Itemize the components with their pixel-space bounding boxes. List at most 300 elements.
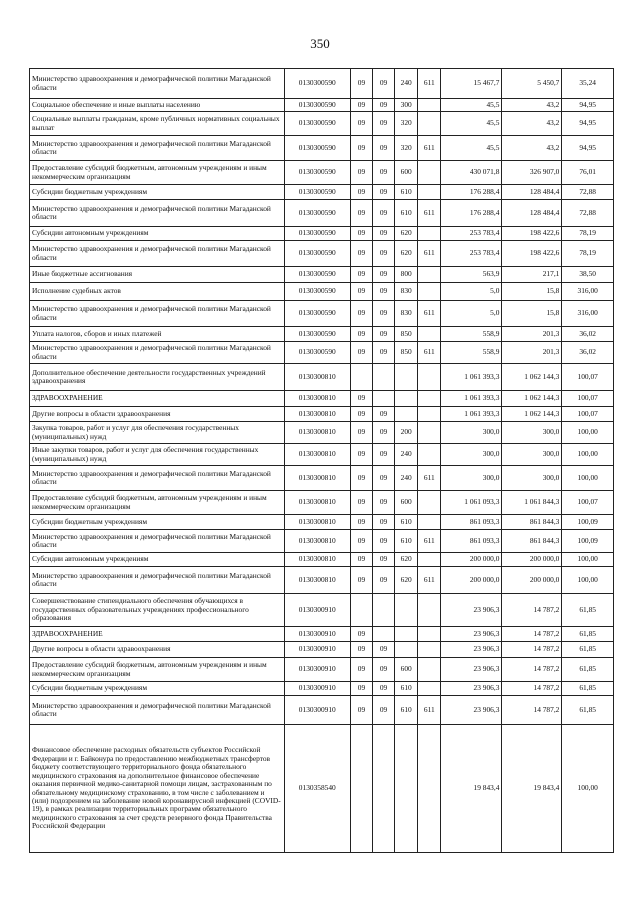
- row-execution-percent: 76,01: [562, 161, 614, 185]
- row-execution-percent: 61,85: [562, 696, 614, 725]
- row-planned-amount: 176 288,4: [441, 200, 502, 227]
- row-section: 09: [350, 200, 372, 227]
- table-row: [30, 342, 614, 364]
- row-target-code: 0130358540: [284, 725, 350, 853]
- row-administrator-code: [418, 682, 441, 696]
- row-planned-amount: 200 000,0: [441, 567, 502, 594]
- row-expense-type: 320: [395, 136, 418, 161]
- row-target-code: 0130300810: [284, 444, 350, 466]
- row-name: Министерство здравоохранения и демографической политики Магаданской области: [30, 200, 285, 227]
- row-planned-amount: 45,5: [441, 136, 502, 161]
- row-section: 09: [350, 682, 372, 696]
- table-row: [30, 491, 614, 515]
- row-target-code: 0130300910: [284, 682, 350, 696]
- row-section: 09: [350, 530, 372, 553]
- row-name: Министерство здравоохранения и демографической политики Магаданской области: [30, 530, 285, 553]
- row-expense-type: 620: [395, 241, 418, 267]
- row-expense-type: 850: [395, 327, 418, 342]
- row-target-code: 0130300590: [284, 283, 350, 301]
- row-expense-type: 320: [395, 112, 418, 136]
- row-execution-percent: 72,88: [562, 185, 614, 200]
- row-execution-percent: 100,09: [562, 515, 614, 530]
- row-name: Исполнение судебных актов: [30, 283, 285, 301]
- table-row: [30, 112, 614, 136]
- row-section: 09: [350, 515, 372, 530]
- row-execution-percent: 100,09: [562, 530, 614, 553]
- row-expense-type: 620: [395, 567, 418, 594]
- row-target-code: 0130300590: [284, 136, 350, 161]
- row-name: Другие вопросы в области здравоохранения: [30, 407, 285, 422]
- row-administrator-code: [418, 515, 441, 530]
- row-execution-percent: 100,07: [562, 407, 614, 422]
- row-section: 09: [350, 267, 372, 283]
- row-execution-percent: 100,00: [562, 553, 614, 567]
- row-name: Дополнительное обеспечение деятельности государственных учреждений здравоохранения: [30, 364, 285, 391]
- row-name: Субсидии автономным учреждениям: [30, 227, 285, 241]
- table-row: [30, 200, 614, 227]
- row-expense-type: 610: [395, 682, 418, 696]
- row-actual-amount: 15,8: [502, 301, 562, 327]
- row-execution-percent: 78,19: [562, 227, 614, 241]
- row-planned-amount: 45,5: [441, 112, 502, 136]
- row-name: Министерство здравоохранения и демографической политики Магаданской области: [30, 696, 285, 725]
- row-section: 09: [350, 301, 372, 327]
- row-subsection: 09: [373, 136, 395, 161]
- row-administrator-code: 611: [418, 69, 441, 99]
- row-actual-amount: 43,2: [502, 112, 562, 136]
- row-section: 09: [350, 491, 372, 515]
- row-subsection: [373, 627, 395, 642]
- row-target-code: 0130300910: [284, 658, 350, 682]
- row-subsection: 09: [373, 515, 395, 530]
- row-section: 09: [350, 444, 372, 466]
- row-subsection: [373, 594, 395, 627]
- row-expense-type: [395, 391, 418, 407]
- row-subsection: [373, 364, 395, 391]
- row-execution-percent: 100,07: [562, 391, 614, 407]
- row-name: Министерство здравоохранения и демографической политики Магаданской области: [30, 136, 285, 161]
- row-subsection: 09: [373, 567, 395, 594]
- row-expense-type: 610: [395, 515, 418, 530]
- row-administrator-code: [418, 444, 441, 466]
- row-expense-type: [395, 407, 418, 422]
- row-subsection: 09: [373, 200, 395, 227]
- row-name: Предоставление субсидий бюджетным, автономным учреждениям и иным некоммерческим организациям: [30, 161, 285, 185]
- row-expense-type: 620: [395, 553, 418, 567]
- table-row: [30, 682, 614, 696]
- row-execution-percent: 78,19: [562, 241, 614, 267]
- budget-table-body: [30, 69, 614, 853]
- table-row: [30, 658, 614, 682]
- row-planned-amount: 1 061 093,3: [441, 491, 502, 515]
- row-planned-amount: 23 906,3: [441, 594, 502, 627]
- row-target-code: 0130300590: [284, 267, 350, 283]
- row-planned-amount: 253 783,4: [441, 241, 502, 267]
- row-expense-type: 200: [395, 422, 418, 444]
- row-planned-amount: 558,9: [441, 327, 502, 342]
- table-row: [30, 227, 614, 241]
- row-target-code: 0130300810: [284, 466, 350, 491]
- row-actual-amount: 43,2: [502, 136, 562, 161]
- row-target-code: 0130300810: [284, 491, 350, 515]
- row-expense-type: 850: [395, 342, 418, 364]
- row-actual-amount: 300,0: [502, 466, 562, 491]
- row-section: 09: [350, 627, 372, 642]
- row-actual-amount: 200 000,0: [502, 553, 562, 567]
- row-expense-type: 620: [395, 227, 418, 241]
- table-row: [30, 530, 614, 553]
- row-planned-amount: 23 906,3: [441, 682, 502, 696]
- row-target-code: 0130300590: [284, 241, 350, 267]
- row-target-code: 0130300910: [284, 627, 350, 642]
- table-row: [30, 161, 614, 185]
- row-planned-amount: 23 906,3: [441, 642, 502, 658]
- row-execution-percent: 38,50: [562, 267, 614, 283]
- row-name: Субсидии бюджетным учреждениям: [30, 682, 285, 696]
- row-target-code: 0130300910: [284, 696, 350, 725]
- table-row: [30, 364, 614, 391]
- row-target-code: 0130300590: [284, 342, 350, 364]
- row-section: 09: [350, 112, 372, 136]
- row-expense-type: 600: [395, 658, 418, 682]
- table-row: [30, 241, 614, 267]
- row-target-code: 0130300810: [284, 553, 350, 567]
- row-planned-amount: 200 000,0: [441, 553, 502, 567]
- row-subsection: [373, 391, 395, 407]
- row-target-code: 0130300590: [284, 185, 350, 200]
- row-planned-amount: 15 467,7: [441, 69, 502, 99]
- row-actual-amount: 861 844,3: [502, 515, 562, 530]
- row-planned-amount: 23 906,3: [441, 696, 502, 725]
- row-section: 09: [350, 136, 372, 161]
- row-subsection: 09: [373, 283, 395, 301]
- row-administrator-code: [418, 267, 441, 283]
- row-target-code: 0130300810: [284, 530, 350, 553]
- row-planned-amount: 1 061 393,3: [441, 364, 502, 391]
- table-row: [30, 327, 614, 342]
- row-section: 09: [350, 422, 372, 444]
- row-name: Социальное обеспечение и иные выплаты населению: [30, 99, 285, 112]
- row-subsection: 09: [373, 466, 395, 491]
- row-execution-percent: 100,07: [562, 491, 614, 515]
- row-execution-percent: 72,88: [562, 200, 614, 227]
- table-row: [30, 99, 614, 112]
- row-name: Субсидии бюджетным учреждениям: [30, 185, 285, 200]
- table-row: [30, 466, 614, 491]
- row-actual-amount: 14 787,2: [502, 682, 562, 696]
- row-section: 09: [350, 185, 372, 200]
- row-planned-amount: 176 288,4: [441, 185, 502, 200]
- row-name: Другие вопросы в области здравоохранения: [30, 642, 285, 658]
- row-target-code: 0130300590: [284, 227, 350, 241]
- row-administrator-code: [418, 99, 441, 112]
- row-actual-amount: 201,3: [502, 342, 562, 364]
- row-section: 09: [350, 161, 372, 185]
- row-target-code: 0130300910: [284, 594, 350, 627]
- table-row: [30, 391, 614, 407]
- row-administrator-code: 611: [418, 466, 441, 491]
- table-row: [30, 515, 614, 530]
- row-expense-type: 240: [395, 444, 418, 466]
- row-administrator-code: 611: [418, 567, 441, 594]
- row-administrator-code: 611: [418, 200, 441, 227]
- row-subsection: 09: [373, 185, 395, 200]
- row-section: 09: [350, 696, 372, 725]
- row-expense-type: 610: [395, 200, 418, 227]
- row-section: 09: [350, 342, 372, 364]
- row-planned-amount: 45,5: [441, 99, 502, 112]
- row-expense-type: 610: [395, 185, 418, 200]
- row-expense-type: 800: [395, 267, 418, 283]
- row-administrator-code: 611: [418, 696, 441, 725]
- row-section: [350, 364, 372, 391]
- row-actual-amount: 14 787,2: [502, 642, 562, 658]
- row-subsection: 09: [373, 267, 395, 283]
- row-expense-type: [395, 642, 418, 658]
- row-execution-percent: 94,95: [562, 136, 614, 161]
- row-execution-percent: 36,02: [562, 342, 614, 364]
- row-subsection: 09: [373, 69, 395, 99]
- row-administrator-code: [418, 658, 441, 682]
- row-execution-percent: 94,95: [562, 99, 614, 112]
- row-section: 09: [350, 283, 372, 301]
- row-execution-percent: 61,85: [562, 658, 614, 682]
- row-section: 09: [350, 553, 372, 567]
- row-subsection: 09: [373, 444, 395, 466]
- row-planned-amount: 861 093,3: [441, 515, 502, 530]
- row-actual-amount: 198 422,6: [502, 241, 562, 267]
- row-expense-type: [395, 364, 418, 391]
- row-subsection: 09: [373, 658, 395, 682]
- row-execution-percent: 94,95: [562, 112, 614, 136]
- row-administrator-code: [418, 391, 441, 407]
- row-actual-amount: 861 844,3: [502, 530, 562, 553]
- row-actual-amount: 200 000,0: [502, 567, 562, 594]
- row-section: 09: [350, 407, 372, 422]
- row-expense-type: 610: [395, 696, 418, 725]
- row-administrator-code: [418, 112, 441, 136]
- row-execution-percent: 100,00: [562, 422, 614, 444]
- row-actual-amount: 1 061 844,3: [502, 491, 562, 515]
- row-execution-percent: 316,00: [562, 283, 614, 301]
- row-section: 09: [350, 69, 372, 99]
- row-section: 09: [350, 567, 372, 594]
- row-subsection: 09: [373, 161, 395, 185]
- row-expense-type: 240: [395, 69, 418, 99]
- row-actual-amount: 198 422,6: [502, 227, 562, 241]
- row-execution-percent: 61,85: [562, 594, 614, 627]
- row-subsection: 09: [373, 530, 395, 553]
- row-administrator-code: [418, 553, 441, 567]
- row-actual-amount: 300,0: [502, 422, 562, 444]
- row-planned-amount: 558,9: [441, 342, 502, 364]
- row-expense-type: 300: [395, 99, 418, 112]
- row-planned-amount: 300,0: [441, 466, 502, 491]
- row-name: Министерство здравоохранения и демографической политики Магаданской области: [30, 466, 285, 491]
- row-administrator-code: [418, 185, 441, 200]
- row-actual-amount: 14 787,2: [502, 627, 562, 642]
- row-section: 09: [350, 658, 372, 682]
- row-name: Закупка товаров, работ и услуг для обеспечения государственных (муниципальных) нужд: [30, 422, 285, 444]
- row-name: Субсидии автономным учреждениям: [30, 553, 285, 567]
- row-expense-type: 610: [395, 530, 418, 553]
- table-row: [30, 136, 614, 161]
- row-planned-amount: 430 071,8: [441, 161, 502, 185]
- row-target-code: 0130300590: [284, 327, 350, 342]
- row-administrator-code: [418, 627, 441, 642]
- row-planned-amount: 19 843,4: [441, 725, 502, 853]
- table-row: [30, 185, 614, 200]
- row-name: Министерство здравоохранения и демографической политики Магаданской области: [30, 342, 285, 364]
- row-administrator-code: 611: [418, 241, 441, 267]
- row-execution-percent: 61,85: [562, 682, 614, 696]
- table-row: [30, 301, 614, 327]
- row-expense-type: 600: [395, 161, 418, 185]
- table-row: [30, 594, 614, 627]
- row-expense-type: [395, 627, 418, 642]
- row-administrator-code: [418, 161, 441, 185]
- row-planned-amount: 23 906,3: [441, 658, 502, 682]
- row-subsection: 09: [373, 422, 395, 444]
- table-row: [30, 283, 614, 301]
- table-row: [30, 267, 614, 283]
- row-actual-amount: 1 062 144,3: [502, 364, 562, 391]
- row-execution-percent: 100,07: [562, 364, 614, 391]
- row-name: Финансовое обеспечение расходных обязательств субъектов Российской Федерации и г. Байконура по предоставлению межбюджетных трансфертов бюджету соответствующего территориального фонда обязательного медицинского страхования на дополнительное финансовое обеспечение оказания первичной медико-санитарной помощи лицам, застрахованным по обязательному медицинскому страхованию, в том числе с заболеванием и (или) подозрением на заболевание новой коронавирусной инфекцией (COVID-19), в рамках реализации территориальных программ обязательного медицинского страхования за счет средств резервного фонда Правительства Российской Федерации: [30, 725, 285, 853]
- table-row: [30, 642, 614, 658]
- table-row: [30, 725, 614, 853]
- row-section: 09: [350, 327, 372, 342]
- row-subsection: 09: [373, 241, 395, 267]
- row-administrator-code: [418, 594, 441, 627]
- row-actual-amount: 43,2: [502, 99, 562, 112]
- row-expense-type: 830: [395, 301, 418, 327]
- row-name: Министерство здравоохранения и демографической политики Магаданской области: [30, 69, 285, 99]
- row-section: [350, 725, 372, 853]
- row-planned-amount: 300,0: [441, 444, 502, 466]
- row-actual-amount: 326 907,0: [502, 161, 562, 185]
- row-name: Министерство здравоохранения и демографической политики Магаданской области: [30, 567, 285, 594]
- row-target-code: 0130300590: [284, 200, 350, 227]
- row-subsection: 09: [373, 682, 395, 696]
- row-planned-amount: 23 906,3: [441, 627, 502, 642]
- row-subsection: 09: [373, 553, 395, 567]
- row-administrator-code: [418, 364, 441, 391]
- row-target-code: 0130300810: [284, 567, 350, 594]
- row-section: 09: [350, 241, 372, 267]
- table-row: [30, 553, 614, 567]
- row-execution-percent: 100,00: [562, 444, 614, 466]
- row-planned-amount: 861 093,3: [441, 530, 502, 553]
- row-administrator-code: 611: [418, 301, 441, 327]
- row-target-code: 0130300590: [284, 112, 350, 136]
- row-administrator-code: [418, 491, 441, 515]
- row-execution-percent: 100,00: [562, 466, 614, 491]
- row-planned-amount: 300,0: [441, 422, 502, 444]
- row-actual-amount: 14 787,2: [502, 696, 562, 725]
- row-actual-amount: 201,3: [502, 327, 562, 342]
- row-actual-amount: 14 787,2: [502, 658, 562, 682]
- row-name: Министерство здравоохранения и демографической политики Магаданской области: [30, 301, 285, 327]
- row-section: 09: [350, 642, 372, 658]
- row-actual-amount: 1 062 144,3: [502, 391, 562, 407]
- row-target-code: 0130300910: [284, 642, 350, 658]
- row-subsection: 09: [373, 491, 395, 515]
- row-section: 09: [350, 391, 372, 407]
- table-row: [30, 422, 614, 444]
- row-planned-amount: 253 783,4: [441, 227, 502, 241]
- row-section: 09: [350, 227, 372, 241]
- row-administrator-code: [418, 283, 441, 301]
- row-name: Министерство здравоохранения и демографической политики Магаданской области: [30, 241, 285, 267]
- row-subsection: 09: [373, 642, 395, 658]
- row-administrator-code: 611: [418, 342, 441, 364]
- row-actual-amount: 1 062 144,3: [502, 407, 562, 422]
- row-name: Субсидии бюджетным учреждениям: [30, 515, 285, 530]
- row-section: 09: [350, 466, 372, 491]
- row-subsection: 09: [373, 407, 395, 422]
- row-target-code: 0130300810: [284, 515, 350, 530]
- row-planned-amount: 1 061 393,3: [441, 391, 502, 407]
- row-subsection: 09: [373, 327, 395, 342]
- row-name: ЗДРАВООХРАНЕНИЕ: [30, 391, 285, 407]
- budget-table: [29, 68, 614, 853]
- row-actual-amount: 217,1: [502, 267, 562, 283]
- row-subsection: 09: [373, 342, 395, 364]
- row-execution-percent: 35,24: [562, 69, 614, 99]
- row-name: Иные бюджетные ассигнования: [30, 267, 285, 283]
- table-row: [30, 69, 614, 99]
- row-subsection: 09: [373, 99, 395, 112]
- row-execution-percent: 61,85: [562, 627, 614, 642]
- row-administrator-code: [418, 422, 441, 444]
- row-administrator-code: [418, 725, 441, 853]
- row-name: ЗДРАВООХРАНЕНИЕ: [30, 627, 285, 642]
- row-actual-amount: 14 787,2: [502, 594, 562, 627]
- row-planned-amount: 5,0: [441, 301, 502, 327]
- row-section: [350, 594, 372, 627]
- row-execution-percent: 100,00: [562, 567, 614, 594]
- row-execution-percent: 100,00: [562, 725, 614, 853]
- table-row: [30, 444, 614, 466]
- row-name: Совершенствование стипендиального обеспечения обучающихся в государственных образовательных учреждениях профессионального образования: [30, 594, 285, 627]
- row-administrator-code: 611: [418, 136, 441, 161]
- row-actual-amount: 128 484,4: [502, 185, 562, 200]
- table-row: [30, 696, 614, 725]
- row-actual-amount: 15,8: [502, 283, 562, 301]
- row-planned-amount: 1 061 393,3: [441, 407, 502, 422]
- row-subsection: 09: [373, 227, 395, 241]
- row-name: Уплата налогов, сборов и иных платежей: [30, 327, 285, 342]
- row-administrator-code: [418, 227, 441, 241]
- row-expense-type: 240: [395, 466, 418, 491]
- row-expense-type: 830: [395, 283, 418, 301]
- row-administrator-code: [418, 407, 441, 422]
- row-target-code: 0130300810: [284, 422, 350, 444]
- row-subsection: 09: [373, 301, 395, 327]
- row-expense-type: 600: [395, 491, 418, 515]
- row-target-code: 0130300590: [284, 301, 350, 327]
- row-actual-amount: 128 484,4: [502, 200, 562, 227]
- row-execution-percent: 61,85: [562, 642, 614, 658]
- row-execution-percent: 316,00: [562, 301, 614, 327]
- row-name: Предоставление субсидий бюджетным, автономным учреждениям и иным некоммерческим организациям: [30, 658, 285, 682]
- row-planned-amount: 5,0: [441, 283, 502, 301]
- page-number: 350: [310, 36, 330, 51]
- row-expense-type: [395, 594, 418, 627]
- row-planned-amount: 563,9: [441, 267, 502, 283]
- row-execution-percent: 36,02: [562, 327, 614, 342]
